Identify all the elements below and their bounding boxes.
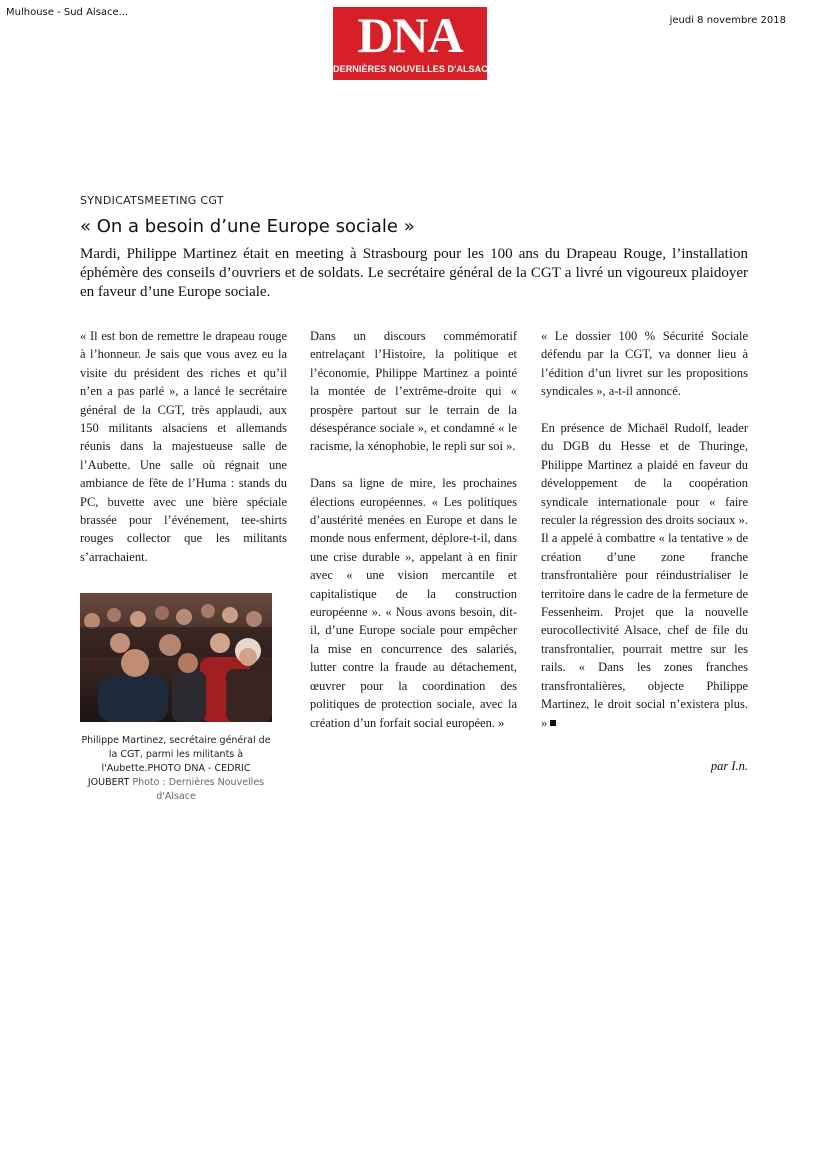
paragraph: « Le dossier 100 % Sécurité Sociale défendu par la CGT, va donner lieu à l’édition d’un livret sur les propositions syndicales », a-t-il annoncé. — [541, 329, 748, 399]
paragraph-text: En présence de Michaël Rudolf, leader du DGB du Hesse et de Thuringe, Philippe Martinez a plaidé en faveur du développement de la coopération syndicale internationale pour « faire reculer la régression des droits sociaux ». Il a appelé à combattre « la tentative » de création d’une zone franche transfrontalière pour réindustrialiser le territoire dans le cadre de la fermeture de Fessenheim. Projet que la nouvelle eurocollectivité Alsace, chef de file du transfrontalier, pourrait mettre sur les rails. « Dans les zones franches transfrontalières, objecte Philippe Martinez, le droit social n’existera plus. » — [541, 421, 748, 730]
paragraph: Dans un discours commémoratif entrelaçant l’Histoire, la politique et l’économie, Philippe Martinez a pointé la montée de l’extrême-droite qui « prospère partout sur le terrain de la désespérance sociale », et condamné « le racisme, la xénophobie, le repli sur soi ». — [310, 329, 517, 454]
dna-logo — [333, 7, 494, 80]
caption-text: Philippe Martinez, secrétaire général de la CGT, parmi les militants à l'Aubette.PHOTO DNA - CEDRIC JOUBERT — [81, 735, 271, 788]
article-column-3 — [541, 327, 748, 750]
photo-caption — [80, 734, 272, 804]
paragraph: Dans sa ligne de mire, les prochaines élections européennes. « Les politiques d’austérité menées en Europe et dans le monde nous enferment, déplore-t-il, dans une crise durable », appelant à en finir avec « une vision mercantile et capitalistique de la construction européenne ». « Nous avons besoin, dit-il, d’une Europe sociale pour empêcher la mise en concurrence des salariés, lutter contre la fraude au détachement, œuvrer pour la coordination des politiques de protection sociale, avec la création d’un forfait social européen. » — [310, 476, 517, 730]
logo-wordmark: DNA — [357, 7, 463, 63]
edition-label: Mulhouse - Sud Alsace... — [6, 7, 129, 18]
article-photo — [80, 593, 272, 722]
article-column-1 — [80, 327, 287, 585]
end-of-article-icon — [550, 720, 556, 726]
article-lead: Mardi, Philippe Martinez était en meeting à Strasbourg pour les 100 ans du Drapeau Rouge, l’installation éphémère des conseils d’ouvriers et de soldats. Le secrétaire général de la CGT a livré un vigoureux plaidoyer en faveur d’une Europe sociale. — [80, 246, 748, 300]
publication-date: jeudi 8 novembre 2018 — [669, 15, 786, 26]
paragraph: « Il est bon de remettre le drapeau rouge à l’honneur. Je sais que vous avez eu la visite du président des riches et qu’il n’en a pas parlé », a lancé le secrétaire général de la CGT, très applaudi, aux 150 militants alsaciens et allemands réunis dans la majestueuse salle de l’Aubette. Une salle où régnait une ambiance de fête de l’Huma : stands du PC, buvette avec une bière spéciale brassée pour l’événement, tee-shirts rouges collector que les militants s’arrachaient. — [80, 329, 287, 564]
article-byline: par I.n. — [710, 759, 748, 773]
paragraph-with-endmark — [541, 419, 748, 732]
article-kicker: SYNDICATSMEETING CGT — [80, 194, 224, 207]
article-column-2 — [310, 327, 517, 750]
photo-credit: Photo : Dernières Nouvelles d'Alsace — [132, 777, 265, 802]
article-headline: « On a besoin d’une Europe sociale » — [80, 216, 415, 237]
logo-subtitle: DERNIÈRES NOUVELLES D'ALSACE — [333, 64, 494, 74]
